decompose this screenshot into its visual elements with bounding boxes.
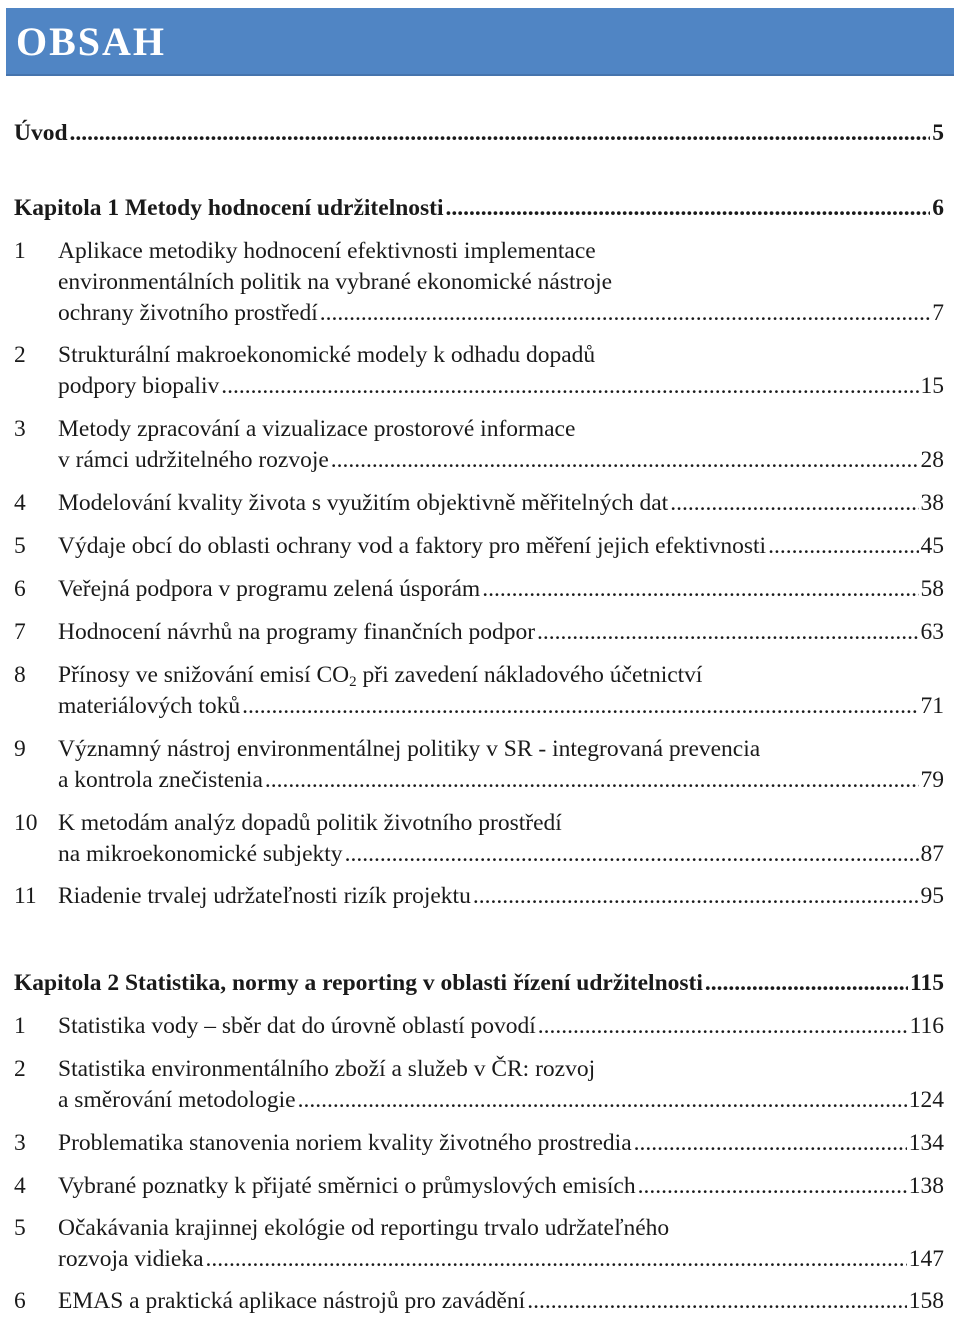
toc-item[interactable]: [14, 235, 944, 267]
dot-leader: [446, 192, 931, 224]
item-number: 2: [14, 1056, 26, 1082]
toc-item-continuation[interactable]: [14, 370, 944, 402]
toc-page-number: 138: [908, 1173, 944, 1199]
toc-page-number: 6: [932, 195, 944, 221]
item-number: 5: [14, 1215, 26, 1241]
toc-item[interactable]: [14, 1010, 944, 1042]
dot-leader: [482, 573, 918, 605]
item-text-line: Riadenie trvalej udržateľnosti rizík projektu: [58, 883, 471, 909]
toc-page-number: 134: [908, 1130, 944, 1156]
toc-item[interactable]: [14, 413, 944, 445]
toc-item[interactable]: [14, 1053, 944, 1085]
item-text-line: Modelování kvality života s využitím objektivně měřitelných dat: [58, 490, 669, 516]
toc-page-number: 147: [908, 1246, 944, 1272]
toc-item[interactable]: [14, 733, 944, 765]
page-title: OBSAH: [16, 19, 167, 64]
item-number: 7: [14, 619, 26, 645]
item-text-line: Přínosy ve snižování emisí $CO_2$ při zavedení nákladového účetnictví: [58, 662, 703, 690]
item-number: 11: [14, 883, 37, 909]
item-number: 3: [14, 1130, 26, 1156]
toc-page-number: 124: [908, 1087, 944, 1113]
toc-item[interactable]: [14, 1170, 944, 1202]
item-text-line: Hodnocení návrhů na programy finančních podpor: [58, 619, 536, 645]
dot-leader: [537, 616, 918, 648]
dot-leader: [527, 1285, 907, 1317]
toc-item[interactable]: [14, 1285, 944, 1317]
toc-page-number: 5: [932, 120, 944, 146]
item-number: 1: [14, 1013, 26, 1039]
item-number: 2: [14, 342, 26, 368]
item-number: 8: [14, 662, 26, 688]
dot-leader: [331, 444, 919, 476]
dot-leader: [705, 967, 908, 999]
toc-entry-intro[interactable]: [14, 117, 944, 149]
dot-leader: [768, 530, 918, 562]
item-text-line: v rámci udržitelného rozvoje: [58, 447, 329, 473]
toc-page-number: 71: [920, 693, 944, 719]
toc-item[interactable]: [14, 880, 944, 912]
dot-leader: [265, 764, 919, 796]
item-text-line: Aplikace metodiky hodnocení efektivnosti implementace: [58, 238, 596, 264]
dot-leader: [221, 370, 918, 402]
item-text-line: Strukturální makroekonomické modely k odhadu dopadů: [58, 342, 596, 368]
chapter-title: Kapitola 1 Metody hodnocení udržitelnosti: [14, 195, 444, 221]
toc-item[interactable]: [14, 659, 944, 691]
toc-page-number: 95: [920, 883, 944, 909]
item-text-line: ochrany životního prostředí: [58, 300, 318, 326]
item-number: 9: [14, 736, 26, 762]
toc-item-continuation[interactable]: [14, 297, 944, 329]
dot-leader: [345, 838, 919, 870]
item-text-line: EMAS a praktická aplikace nástrojů pro zavádění: [58, 1288, 526, 1314]
dot-leader: [538, 1010, 908, 1042]
toc-item[interactable]: [14, 807, 944, 839]
item-text-line: rozvoja vidieka: [58, 1246, 204, 1272]
item-number: 1: [14, 238, 26, 264]
item-number: 6: [14, 1288, 26, 1314]
dot-leader: [70, 117, 931, 149]
item-text-line: Metody zpracování a vizualizace prostorové informace: [58, 416, 576, 442]
toc-page-number: 63: [920, 619, 944, 645]
dot-leader: [473, 880, 919, 912]
item-number: 10: [14, 810, 38, 836]
item-number: 6: [14, 576, 26, 602]
toc-item-continuation[interactable]: [14, 690, 944, 722]
chapter-title: Kapitola 2 Statistika, normy a reporting v oblasti řízení udržitelnosti: [14, 970, 703, 996]
toc-item-continuation[interactable]: [14, 444, 944, 476]
item-text-line: K metodám analýz dopadů politik životního prostředí: [58, 810, 562, 836]
item-number: 4: [14, 1173, 26, 1199]
toc-item[interactable]: [14, 616, 944, 648]
toc-page-number: 116: [909, 1013, 944, 1039]
toc-page-number: 87: [920, 841, 944, 867]
toc-page-number: 15: [920, 373, 944, 399]
item-text-line: Vybrané poznatky k přijaté směrnici o průmyslových emisích: [58, 1173, 636, 1199]
toc-page-number: 158: [908, 1288, 944, 1314]
toc-page-number: 7: [932, 300, 944, 326]
subscript: 2: [349, 674, 357, 690]
dot-leader: [242, 690, 918, 722]
dot-leader: [670, 487, 918, 519]
toc-item-continuation[interactable]: [14, 764, 944, 796]
toc-item-continuation[interactable]: [14, 1084, 944, 1116]
dot-leader: [298, 1084, 907, 1116]
dot-leader: [206, 1243, 907, 1275]
item-text-line: Problematika stanovenia noriem kvality životného prostredia: [58, 1130, 632, 1156]
toc-page-number: 58: [920, 576, 944, 602]
item-text-line: na mikroekonomické subjekty: [58, 841, 343, 867]
toc-item[interactable]: [14, 530, 944, 562]
item-text-line: Veřejná podpora v programu zelená úsporám: [58, 576, 481, 602]
item-text-line: materiálových toků: [58, 693, 241, 719]
item-text-line: a směrování metodologie: [58, 1087, 296, 1113]
item-text-line: Významný nástroj environmentálnej politiky v SR - integrovaná prevencia: [58, 736, 761, 762]
toc-entry-label: Úvod: [14, 120, 68, 146]
item-number: 3: [14, 416, 26, 442]
toc-page-number: 38: [920, 490, 944, 516]
dot-leader: [634, 1127, 907, 1159]
item-number: 5: [14, 533, 26, 559]
toc-item[interactable]: [14, 1127, 944, 1159]
item-text-line: a kontrola znečistenia: [58, 767, 263, 793]
toc-item[interactable]: [14, 573, 944, 605]
toc-chapter-1[interactable]: [14, 192, 944, 224]
item-text-line: Statistika vody – sběr dat do úrovně oblastí povodí: [58, 1013, 536, 1039]
toc-chapter-2[interactable]: [14, 967, 944, 999]
toc-page-number: 79: [920, 767, 944, 793]
item-text-line: podpory biopaliv: [58, 373, 220, 399]
dot-leader: [320, 297, 931, 329]
toc-item-continuation[interactable]: [14, 838, 944, 870]
item-text-line: Výdaje obcí do oblasti ochrany vod a faktory pro měření jejich efektivnosti: [58, 533, 767, 559]
header-banner: [6, 8, 954, 76]
item-text-line: environmentálních politik na vybrané ekonomické nástroje: [58, 269, 613, 295]
toc-item[interactable]: [14, 339, 944, 371]
toc-item-continuation[interactable]: [14, 1243, 944, 1275]
toc-item[interactable]: [14, 487, 944, 519]
dot-leader: [638, 1170, 907, 1202]
item-text-line: Očakávania krajinnej ekológie od reportingu trvalo udržateľného: [58, 1215, 670, 1241]
toc-page-number: 28: [920, 447, 944, 473]
item-text-line: Statistika environmentálního zboží a služeb v ČR: rozvoj: [58, 1056, 596, 1082]
toc-page-number: 45: [920, 533, 944, 559]
toc-page-number: 115: [910, 970, 944, 996]
toc-item[interactable]: [14, 1212, 944, 1244]
item-number: 4: [14, 490, 26, 516]
